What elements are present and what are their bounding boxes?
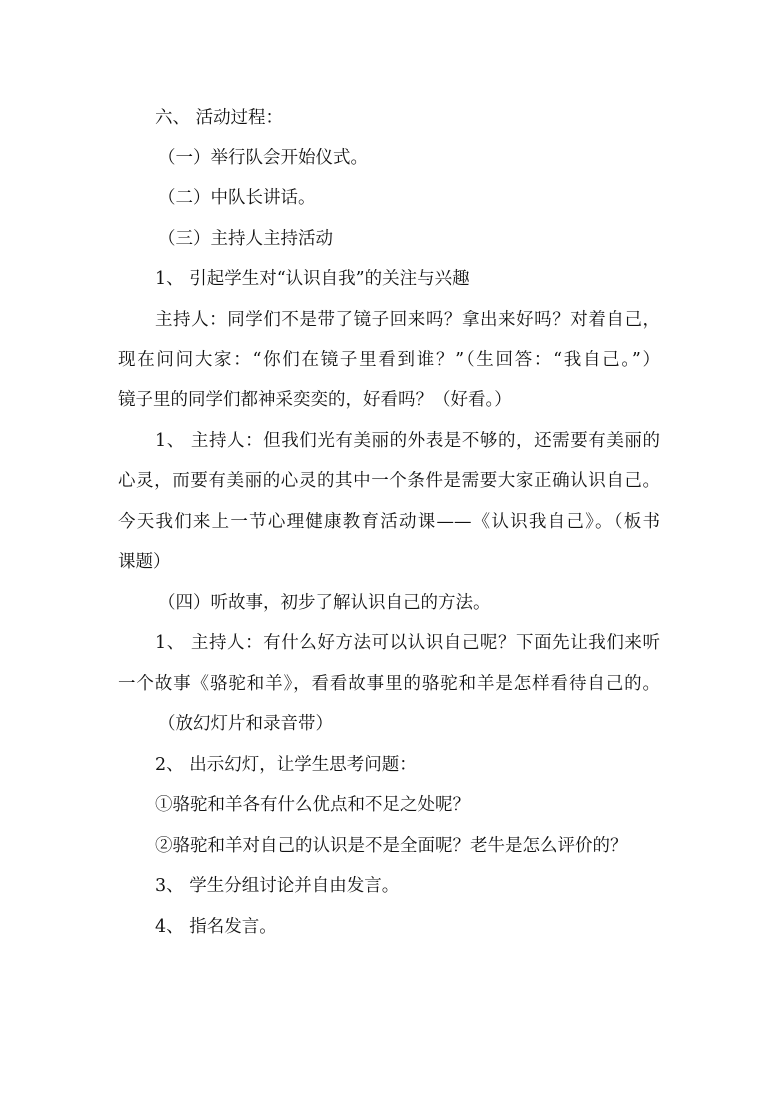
paragraph-line: 镜子里的同学们都神采奕奕的，好看吗？（好看。） [118, 390, 512, 410]
section-heading-activity-process: 六、 活动过程： [155, 108, 284, 128]
paragraph-line: 课题） [118, 552, 171, 572]
paragraph-line: 现在问问大家：“你们在镜子里看到谁？”（生回答：“我自己。”） [118, 350, 660, 370]
list-item-1-good-method: 1、 主持人：有什么好方法可以认识自己呢？下面先让我们来听 [155, 633, 660, 653]
question-2: ②骆驼和羊对自己的认识是不是全面呢？老牛是怎么评价的？ [155, 836, 628, 856]
list-item-3-group-discussion: 3、 学生分组讨论并自由发言。 [155, 876, 400, 896]
question-1: ①骆驼和羊各有什么优点和不足之处呢？ [155, 795, 470, 815]
list-item-4-named-speech: 4、 指名发言。 [155, 917, 277, 937]
step-squadron-leader-speech: （二）中队长讲话。 [158, 188, 316, 208]
step-host-activity: （三）主持人主持活动 [158, 229, 333, 249]
list-item-2-slides: 2、 出示幻灯，让学生思考问题： [155, 755, 417, 775]
paragraph-line: （放幻灯片和录音带） [158, 714, 333, 734]
paragraph-line: 一个故事《骆驼和羊》，看看故事里的骆驼和羊是怎样看待自己的。 [118, 674, 660, 694]
list-item-1-interest: 1、 引起学生对“认识自我”的关注与兴趣 [155, 269, 470, 289]
step-opening-ceremony: （一）举行队会开始仪式。 [158, 148, 368, 168]
paragraph-line: 今天我们来上一节心理健康教育活动课——《认识我自己》。（板书 [118, 512, 660, 532]
step-listen-story: （四）听故事，初步了解认识自己的方法。 [158, 593, 491, 613]
paragraph-line: 主持人：同学们不是带了镜子回来吗？拿出来好吗？对着自己， [155, 310, 660, 330]
paragraph-line: 心灵，而要有美丽的心灵的其中一个条件是需要大家正确认识自己。 [118, 471, 660, 491]
list-item-1-host-speech: 1、 主持人：但我们光有美丽的外表是不够的，还需要有美丽的 [155, 431, 660, 451]
